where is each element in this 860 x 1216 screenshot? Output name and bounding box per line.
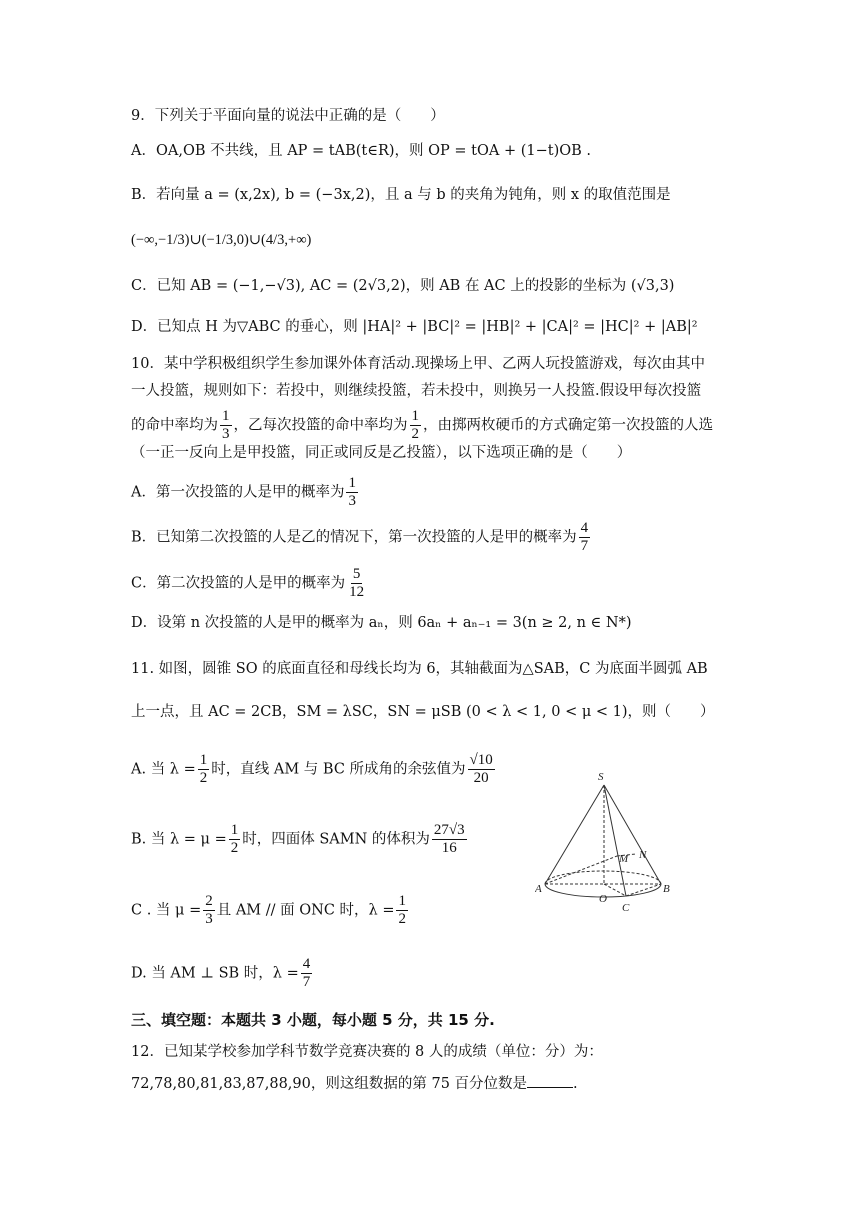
edge-sb bbox=[604, 785, 661, 884]
label-n: N bbox=[639, 849, 647, 861]
q10-line-3-part-b: ，乙每次投篮的命中率均为 bbox=[233, 417, 408, 434]
fraction: $\frac{4}{7}$ bbox=[580, 520, 589, 554]
fraction: $\frac{27√3}{16}$ bbox=[433, 822, 465, 856]
q10-line-3-part-a: 的命中率均为 bbox=[131, 417, 218, 434]
q9-option-b-range: (−∞,−1/3)∪(−1/3,0)∪(4/3,+∞) bbox=[131, 232, 312, 248]
fraction: $\frac{4}{7}$ bbox=[302, 956, 311, 990]
base-back-arc bbox=[545, 871, 661, 884]
fraction: $\frac{1}{3}$ bbox=[222, 408, 230, 442]
q9-option-a: A．OA,OB 不共线，且 AP = tAB(t∈R)，则 OP = tOA + (1−t)OB . bbox=[131, 143, 591, 159]
q10-option-d: D．设第 n 次投篮的人是甲的概率为 aₙ，则 6aₙ + aₙ₋₁ = 3(n ≥ 2, n ∈ N*) bbox=[131, 615, 632, 631]
q12-line-2: 72,78,80,81,83,87,88,90，则这组数据的第 75 百分位数是 . bbox=[131, 1076, 578, 1092]
fraction: $\frac{5}{12}$ bbox=[349, 566, 365, 600]
label-a: A bbox=[535, 883, 542, 895]
fraction: $\frac{1}{2}$ bbox=[411, 408, 419, 442]
q11-option-b: B. 当 λ = μ = $\frac{1}{2}$ 时，四面体 SAMN 的体积为 $\frac{27√3}{16}$ bbox=[131, 822, 465, 856]
label-c: C bbox=[622, 902, 630, 914]
cone-figure bbox=[535, 768, 675, 920]
q10-line-2: 一人投篮，规则如下：若投中，则继续投篮，若未投中，则换另一人投篮.假设甲每次投篮 bbox=[131, 383, 702, 399]
q11-option-a: A. 当 λ = $\frac{1}{2}$ 时，直线 AM 与 BC 所成角的余弦值为 $\frac{√10}{20}$ bbox=[131, 752, 493, 786]
q9-option-d: D．已知点 H 为▽ABC 的垂心，则 |HA|² + |BC|² = |HB|² + |CA|² = |HC|² + |AB|² bbox=[131, 319, 698, 335]
fraction: $\frac{2}{3}$ bbox=[205, 893, 213, 927]
q10-option-b: B．已知第二次投篮的人是乙的情况下，第一次投篮的人是甲的概率为 $\frac{4}{7}$ bbox=[131, 520, 589, 554]
q12-line-1: 12．已知某学校参加学科节数学竞赛决赛的 8 人的成绩（单位：分）为： bbox=[131, 1044, 603, 1060]
label-o: O bbox=[599, 893, 607, 905]
q10-option-a: A．第一次投篮的人是甲的概率为 $\frac{1}{3}$ bbox=[131, 475, 356, 509]
label-s: S bbox=[598, 771, 604, 783]
q11-line-2: 上一点，且 AC = 2CB，SM = λSC，SN = μSB (0 < λ < 1, 0 < μ < 1)，则（ ） bbox=[131, 704, 715, 720]
edge-sa bbox=[545, 785, 604, 884]
answer-blank bbox=[527, 1075, 573, 1088]
fraction: $\frac{1}{2}$ bbox=[398, 893, 406, 927]
section-heading: 三、填空题：本题共 3 小题，每小题 5 分，共 15 分. bbox=[131, 1011, 495, 1029]
fraction: $\frac{1}{2}$ bbox=[199, 752, 208, 786]
edge-sc bbox=[604, 785, 626, 896]
q10-option-c: C．第二次投篮的人是甲的概率为 $\frac{5}{12}$ bbox=[131, 566, 365, 600]
fraction: $\frac{1}{3}$ bbox=[348, 475, 356, 509]
q10-line-3 bbox=[131, 408, 713, 443]
q11-option-c: C . 当 μ = $\frac{2}{3}$ 且 AM // 面 ONC 时，λ = $\frac{1}{2}$ bbox=[131, 893, 406, 927]
label-b: B bbox=[663, 883, 670, 895]
q10-line-1: 10．某中学积极组织学生参加课外体育活动.现操场上甲、乙两人玩投篮游戏，每次由其中 bbox=[131, 356, 706, 372]
q9-option-b: B．若向量 a = (x,2x), b = (−3x,2)，且 a 与 b 的夹角为钝角，则 x 的取值范围是 bbox=[131, 187, 671, 203]
segment-am bbox=[545, 856, 617, 884]
fraction: $\frac{1}{2}$ bbox=[230, 822, 239, 856]
q10-line-4: （一正一反向上是甲投篮，同正或同反是乙投篮），以下选项正确的是（ ） bbox=[131, 445, 632, 461]
q11-line-1: 11. 如图，圆锥 SO 的底面直径和母线长均为 6，其轴截面为△SAB，C 为底面半圆弧 AB bbox=[131, 661, 708, 677]
segment-oc bbox=[604, 884, 626, 896]
label-m: M bbox=[619, 853, 629, 865]
q9-stem: 9．下列关于平面向量的说法中正确的是（ ） bbox=[131, 108, 445, 124]
fraction: $\frac{√10}{20}$ bbox=[469, 752, 493, 786]
q9-option-c: C．已知 AB = (−1,−√3), AC = (2√3,2)，则 AB 在 AC 上的投影的坐标为 (√3,3) bbox=[131, 278, 675, 294]
q11-option-d: D. 当 AM ⊥ SB 时，λ = $\frac{4}{7}$ bbox=[131, 956, 311, 990]
q10-line-3-part-c: ，由掷两枚硬币的方式确定第一次投篮的人选 bbox=[423, 417, 713, 434]
